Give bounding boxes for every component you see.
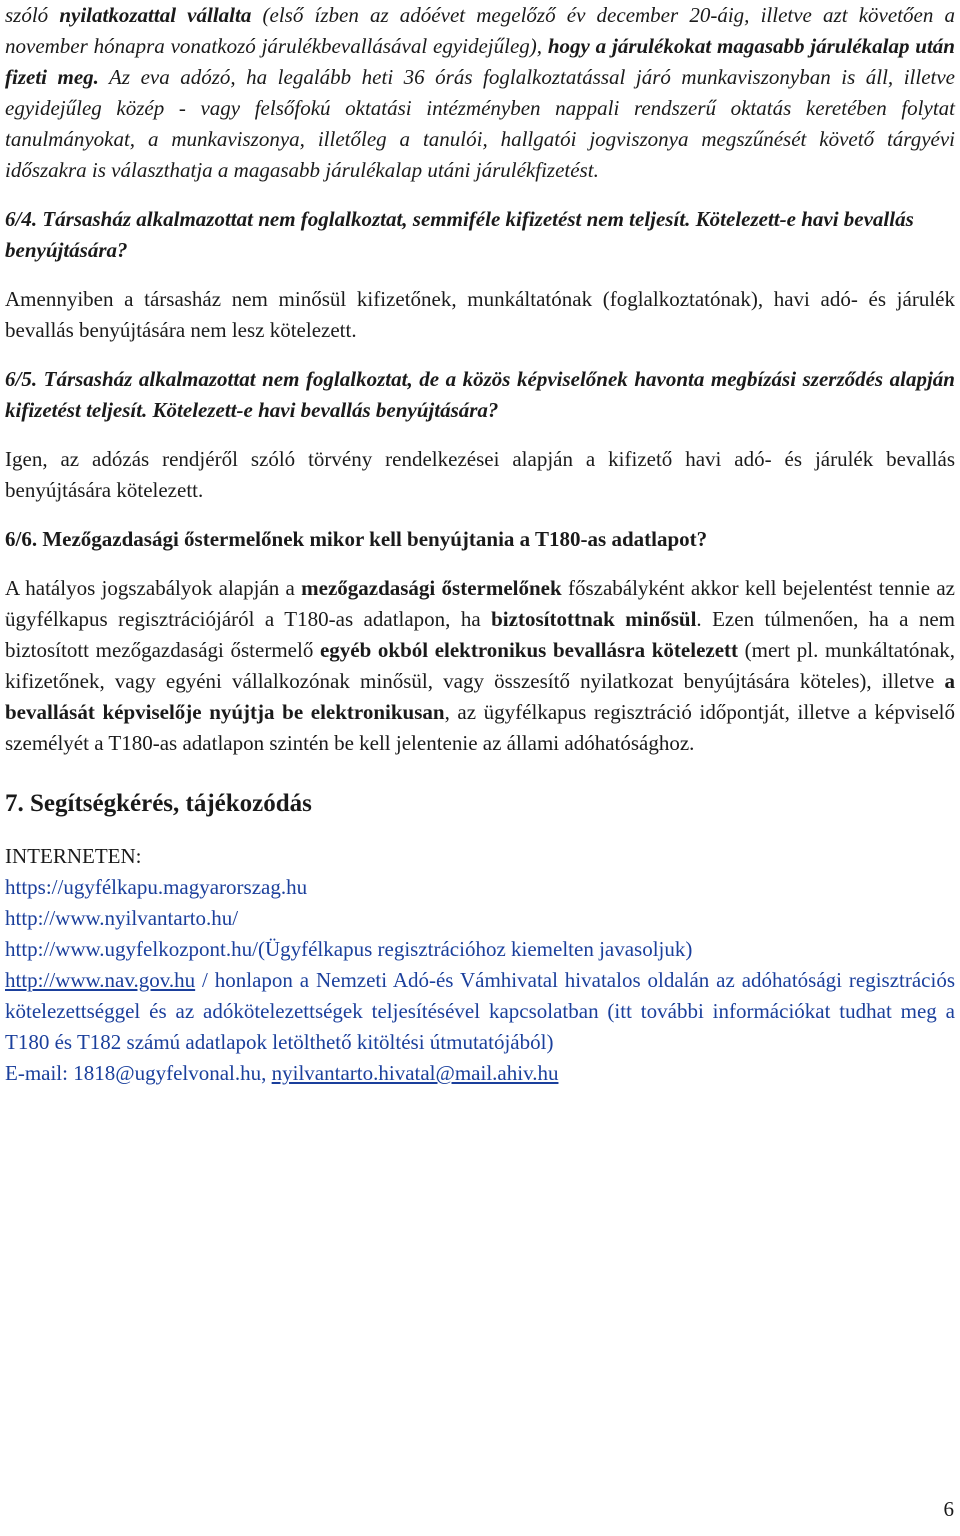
answer-6-6-bold-3: egyéb okból elektronikus bevallásra kötelezett	[319, 638, 739, 662]
link-nav[interactable]: http://www.nav.gov.hu	[5, 968, 196, 992]
answer-6-6-text-2: főszabályként akkor kell bejelentést tennie az ügyfélkapus regisztrációjáról a T180-as adatlapon, ha	[5, 576, 956, 631]
question-6-4: 6/4. Társasház alkalmazottat nem foglalkoztat, semmiféle kifizetést nem teljesít. Kötelezett-e havi bevallás benyújtására?	[5, 207, 914, 262]
intro-bold-2: hogy a járulékokat magasabb járulékalap után fizeti meg.	[5, 34, 955, 89]
answer-6-6-bold-1: mezőgazdasági őstermelőnek	[301, 576, 562, 600]
answer-6-6-bold-4: a bevallását képviselője nyújtja be elektronikusan	[5, 669, 955, 724]
internet-links-block	[5, 841, 955, 1089]
link-ugyfelkozpont[interactable]: http://www.ugyfelkozpont.hu/	[5, 937, 258, 961]
answer-6-6-text-5: , az ügyfélkapus regisztráció időpontját, illetve a képviselő személyét a T180-as adatlapon szintén be kell jelentenie az állami adóhatósághoz.	[5, 700, 955, 755]
answer-6-6	[5, 573, 955, 759]
intro-text-1: szóló	[5, 3, 60, 27]
answer-6-6-text-4: (mert pl. munkáltatónak, kifizetőnek, vagy egyéni vállalkozónak minősül, vagy összesítő nyilatkozat benyújtására köteles), illetve	[5, 638, 956, 693]
answer-6-5: Igen, az adózás rendjéről szóló törvény rendelkezései alapján a kifizető havi adó- és járulék bevallás benyújtására kötelezett.	[5, 447, 955, 502]
t182-ref: T182	[76, 1030, 122, 1054]
email-label: E-mail:	[5, 1061, 74, 1085]
email-link-2[interactable]: nyilvantarto.hivatal@mail.ahiv.hu	[271, 1061, 559, 1085]
document-page	[5, 0, 955, 1089]
link-ugyfelkapu[interactable]: https://ugyfélkapu.magyarorszag.hu	[5, 875, 308, 899]
link-ugyfelkozpont-line	[5, 934, 955, 965]
email-line	[5, 1058, 955, 1089]
intro-text-2: (első ízben az adóévet megelőző év december 20-áig, illetve azt követően a november hónapra vonatkozó járulékbevallásával egyidejűleg),	[5, 3, 955, 58]
email-link-1[interactable]: 1818@ugyfelvonal.hu	[73, 1061, 262, 1085]
question-6-5: 6/5. Társasház alkalmazottat nem foglalkoztat, de a közös képviselőnek havonta megbízási szerződés alapján kifizetést teljesít. Kötelezett-e havi bevallás benyújtására?	[5, 367, 955, 422]
t180-ref: T180	[5, 1030, 50, 1054]
nav-text-2: és	[49, 1030, 77, 1054]
answer-6-6-text-3: . Ezen túlmenően, ha a nem biztosított mezőgazdasági őstermelő	[5, 607, 955, 662]
answer-6-6-bold-2: biztosítottnak minősül	[491, 607, 697, 631]
section-heading: 7. Segítségkérés, tájékozódás	[5, 790, 312, 817]
nav-text-3: számú adatlapok letölthető kitöltési útmutatójából)	[121, 1030, 554, 1054]
intro-bold-1: nyilatkozattal vállalta	[59, 3, 252, 27]
intro-paragraph	[5, 0, 955, 186]
answer-6-6-text-1: A hatályos jogszabályok alapján a	[5, 576, 302, 600]
internet-label: INTERNETEN:	[5, 844, 142, 868]
link-ugyfelkozpont-note: (Ügyfélkapus regisztrációhoz kiemelten javasoljuk)	[257, 937, 693, 961]
answer-6-4: Amennyiben a társasház nem minősül kifizetőnek, munkáltatónak (foglalkoztatónak), havi adó- és járulék bevallás benyújtására nem lesz kötelezett.	[5, 287, 955, 342]
email-separator: ,	[261, 1061, 272, 1085]
intro-text-3: Az eva adózó, ha legalább heti 36 órás foglalkoztatással járó munkaviszonyban is áll, illetve egyidejűleg közép - vagy felsőfokú oktatási intézményben nappali rendszerű oktatás keretében folytat tanulmányokat, a munkaviszonya, illetőleg a tanulói, hallgatói jogviszonya megszűnését követő tárgyévi időszakra is választhatja a magasabb járulékalap utáni járulékfizetést.	[5, 65, 955, 182]
link-nyilvantarto[interactable]: http://www.nyilvantarto.hu/	[5, 906, 239, 930]
question-6-6: 6/6. Mezőgazdasági őstermelőnek mikor kell benyújtania a T180-as adatlapot?	[5, 527, 708, 551]
nav-text-1: / honlapon a Nemzeti Adó-és Vámhivatal hivatalos oldalán az adóhatósági regisztrációs kötelezettséggel és az adókötelezettségek teljesítésével kapcsolatban (itt további információkat tudhat meg a	[5, 968, 955, 1023]
page-number: 6	[943, 1497, 954, 1521]
nav-paragraph	[5, 965, 955, 1058]
